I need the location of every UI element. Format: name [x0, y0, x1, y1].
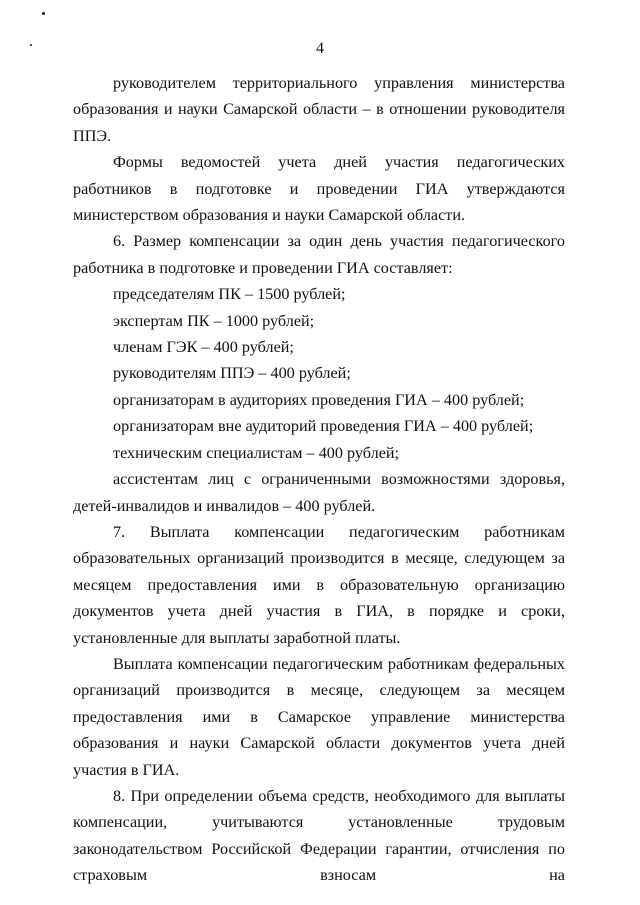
rate-item: экспертам ПК – 1000 рублей;: [113, 311, 315, 330]
rate-item: членам ГЭК – 400 рублей;: [113, 338, 294, 357]
paragraph-7-federal: Выплата компенсации педагогическим работникам федеральных организаций производится в месяце, следующем за месяцем предоставления ими в Самарское управление министерства образования и науки Самарской области документов учета дней участия в ГИА.: [73, 654, 565, 779]
rate-item-last: ассистентам лиц с ограниченными возможностями здоровья, детей-инвалидов и инвалидов – 400 рублей.: [73, 470, 565, 515]
scan-artifact-dot: [42, 12, 45, 15]
rate-item: организаторам в аудиториях проведения ГИА – 400 рублей;: [113, 390, 525, 409]
page-number: 4: [316, 40, 324, 57]
paragraph-6-compensation: 6. Размер компенсации за один день участия педагогического работника в подготовке и проведении ГИА составляет:: [73, 232, 565, 277]
rate-item: председателям ПК – 1500 рублей;: [113, 285, 346, 304]
document-body: [73, 70, 565, 889]
rate-item: руководителям ППЭ – 400 рублей;: [113, 364, 351, 383]
paragraph-continuation-line: руководителем территориального управления министерства: [113, 74, 565, 92]
paragraph-continuation: образования и науки Самарской области – в отношении руководителя ППЭ.: [73, 100, 565, 145]
rate-item: техническим специалистам – 400 рублей;: [113, 443, 400, 462]
paragraph-7-payment: 7. Выплата компенсации педагогическим работникам образовательных организаций производится в месяце, следующем за месяцем предоставления ими в образовательную организацию документов учета дней участия в ГИА, в порядке и сроки, установленные для выплаты заработной платы.: [73, 522, 565, 647]
paragraph-forms: Формы ведомостей учета дней участия педагогических работников в подготовке и проведении ГИА утверждаются министерством образования и науки Самарской области.: [73, 153, 565, 225]
rate-item: организаторам вне аудиторий проведения ГИА – 400 рублей;: [113, 417, 534, 436]
paragraph-8-funds: 8. При определении объема средств, необходимого для выплаты компенсации, учитываются установленные трудовым законодательством Российской Федерации гарантии, отчисления по страховым взносам на: [73, 786, 565, 885]
